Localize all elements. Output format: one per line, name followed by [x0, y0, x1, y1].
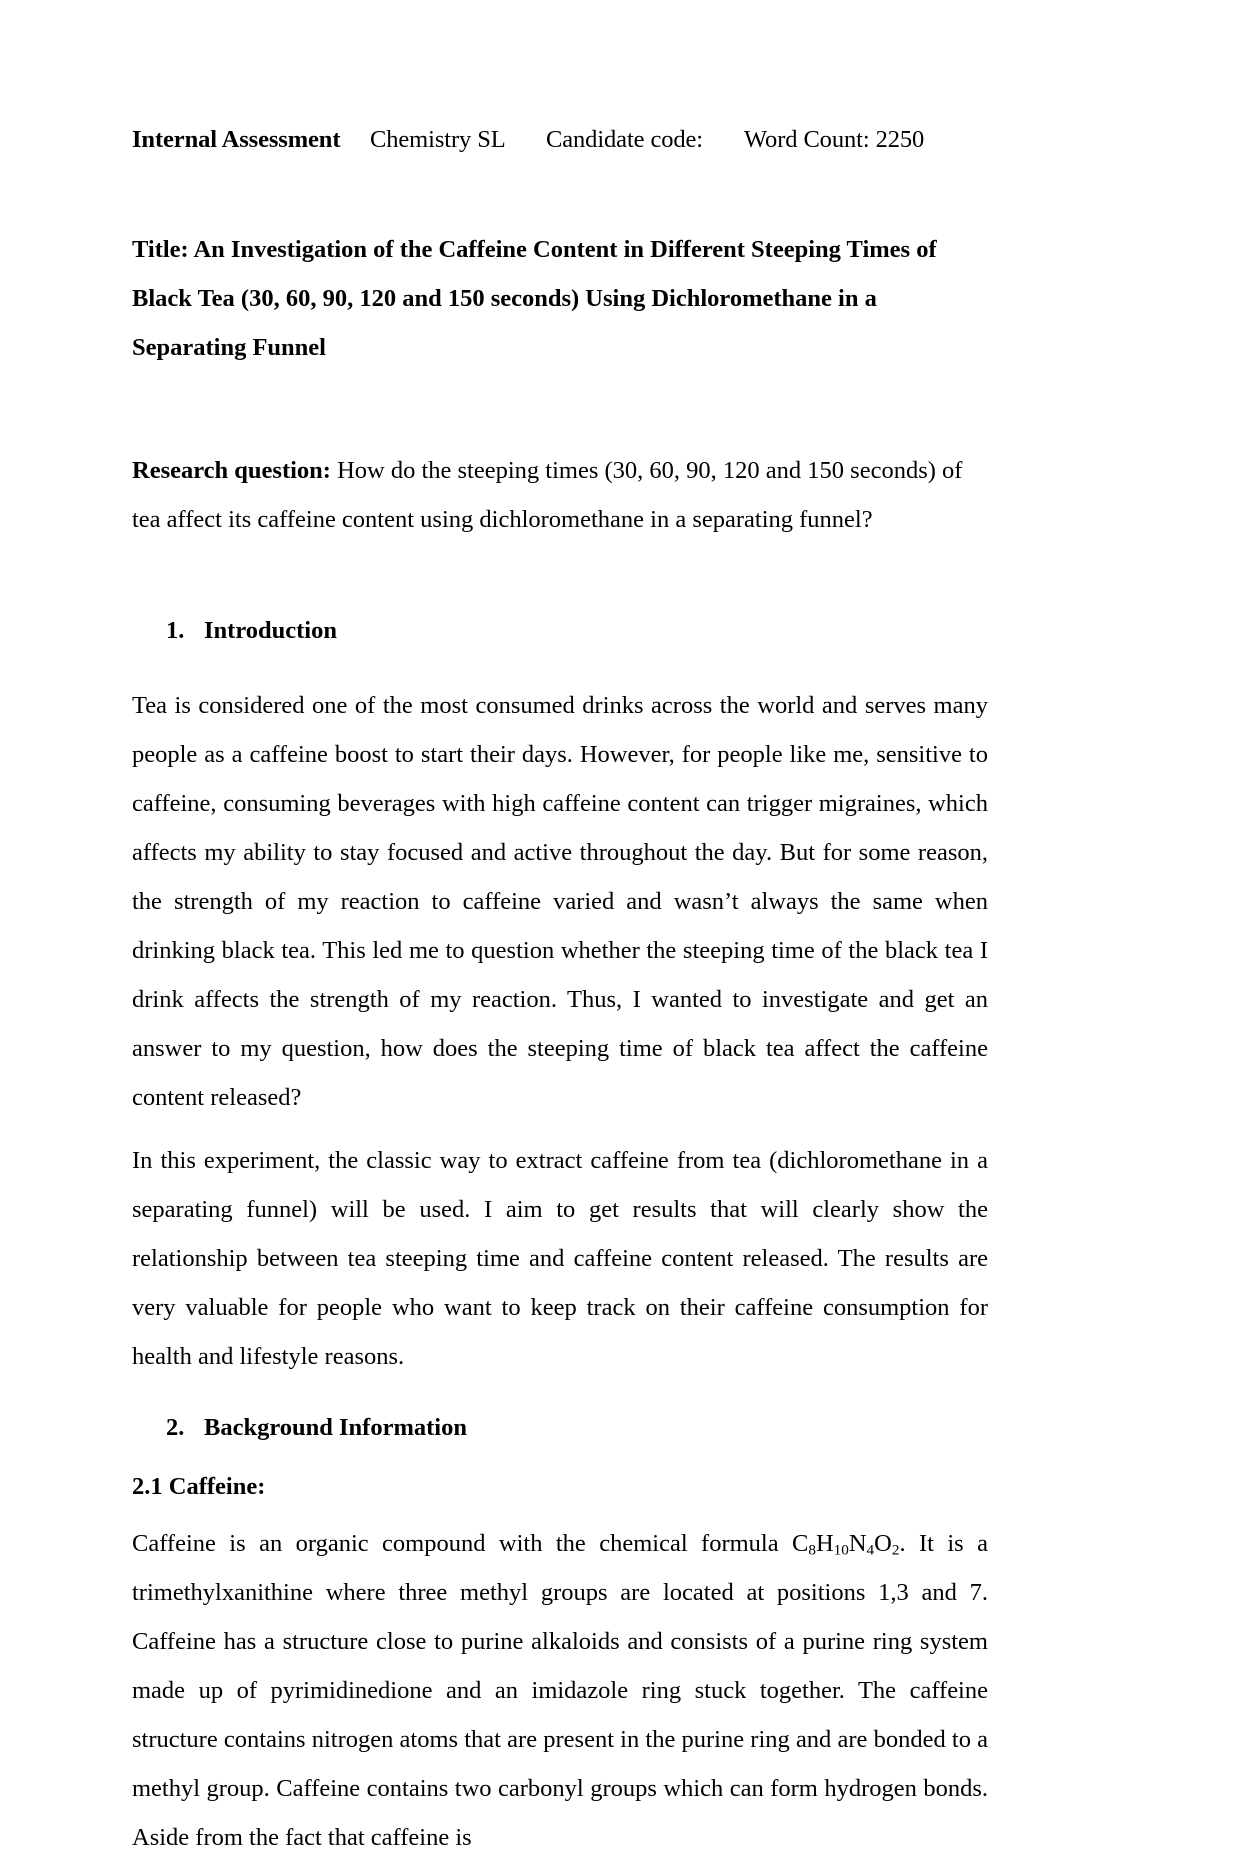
caffeine-text-part1: Caffeine is an organic compound with the chemical formula C — [132, 1529, 809, 1557]
paragraph-caffeine — [132, 1519, 988, 1862]
section-heading-background — [132, 1403, 1098, 1452]
paragraph-intro-1: Tea is considered one of the most consumed drinks across the world and serves many people as a caffeine boost to start their days. However, for people like me, sensitive to caffeine, consuming beverages with high caffeine content can trigger migraines, which affects my ability to stay focused and active throughout the day. But for some reason, the strength of my reaction to caffeine varied and wasn’t always the same when drinking black tea. This led me to question whether the steeping time of the black tea I drink affects the strength of my reaction. Thus, I wanted to investigate and get an answer to my question, how does the steeping time of black tea affect the caffeine content released? — [132, 691, 988, 1111]
subsection-heading-caffeine: 2.1 Caffeine: — [132, 1472, 266, 1500]
document-header — [132, 128, 1098, 153]
section-number: 2. — [166, 1413, 185, 1441]
header-word-count: Word Count: 2250 — [744, 126, 925, 153]
research-question-text: How do the steeping times (30, 60, 90, 120 and 150 seconds) of tea affect its caffeine content using dichloromethane in a separating funnel? — [132, 456, 963, 533]
section-title: Background Information — [204, 1413, 467, 1441]
header-assessment-type: Internal Assessment — [132, 126, 341, 153]
formula-subscript-hydrogen: 10 — [833, 1540, 849, 1558]
research-question-label: Research question: — [132, 456, 331, 484]
page-title: Title: An Investigation of the Caffeine Content in Different Steeping Times of Black Tea (30, 60, 90, 120 and 150 seconds) Using Dichloromethane in a Separating Funnel — [132, 235, 937, 361]
caffeine-text-part5: . It is a trimethylxanithine where three methyl groups are located at positions 1,3 and 7. Caffeine has a structure close to purine alkaloids and consists of a purine ring system made up of pyrimidinedione and an imidazole ring stuck together. The caffeine structure contains nitrogen atoms that are present in the purine ring and are bonded to a methyl group. Caffeine contains two carbonyl groups which can form hydrogen bonds. Aside from the fact that caffeine is — [132, 1529, 988, 1851]
caffeine-text-part2: H — [815, 1529, 834, 1557]
header-candidate-code: Candidate code: — [546, 126, 704, 153]
section-title: Introduction — [204, 616, 337, 644]
paragraph-intro-2: In this experiment, the classic way to extract caffeine from tea (dichloromethane in a separating funnel) will be used. I aim to get results that will clearly show the relationship between tea steeping time and caffeine content released. The results are very valuable for people who want to keep track on their caffeine consumption for health and lifestyle reasons. — [132, 1146, 988, 1370]
research-question — [132, 446, 988, 544]
caffeine-text-part3: N — [848, 1529, 867, 1557]
section-number: 1. — [166, 616, 185, 644]
caffeine-text-part4: O — [874, 1529, 892, 1557]
formula-subscript-carbon: 8 — [808, 1540, 816, 1558]
section-heading-introduction — [132, 606, 1098, 655]
formula-subscript-nitrogen: 4 — [866, 1540, 875, 1558]
header-subject: Chemistry SL — [370, 126, 506, 153]
formula-subscript-oxygen: 2 — [891, 1540, 900, 1558]
